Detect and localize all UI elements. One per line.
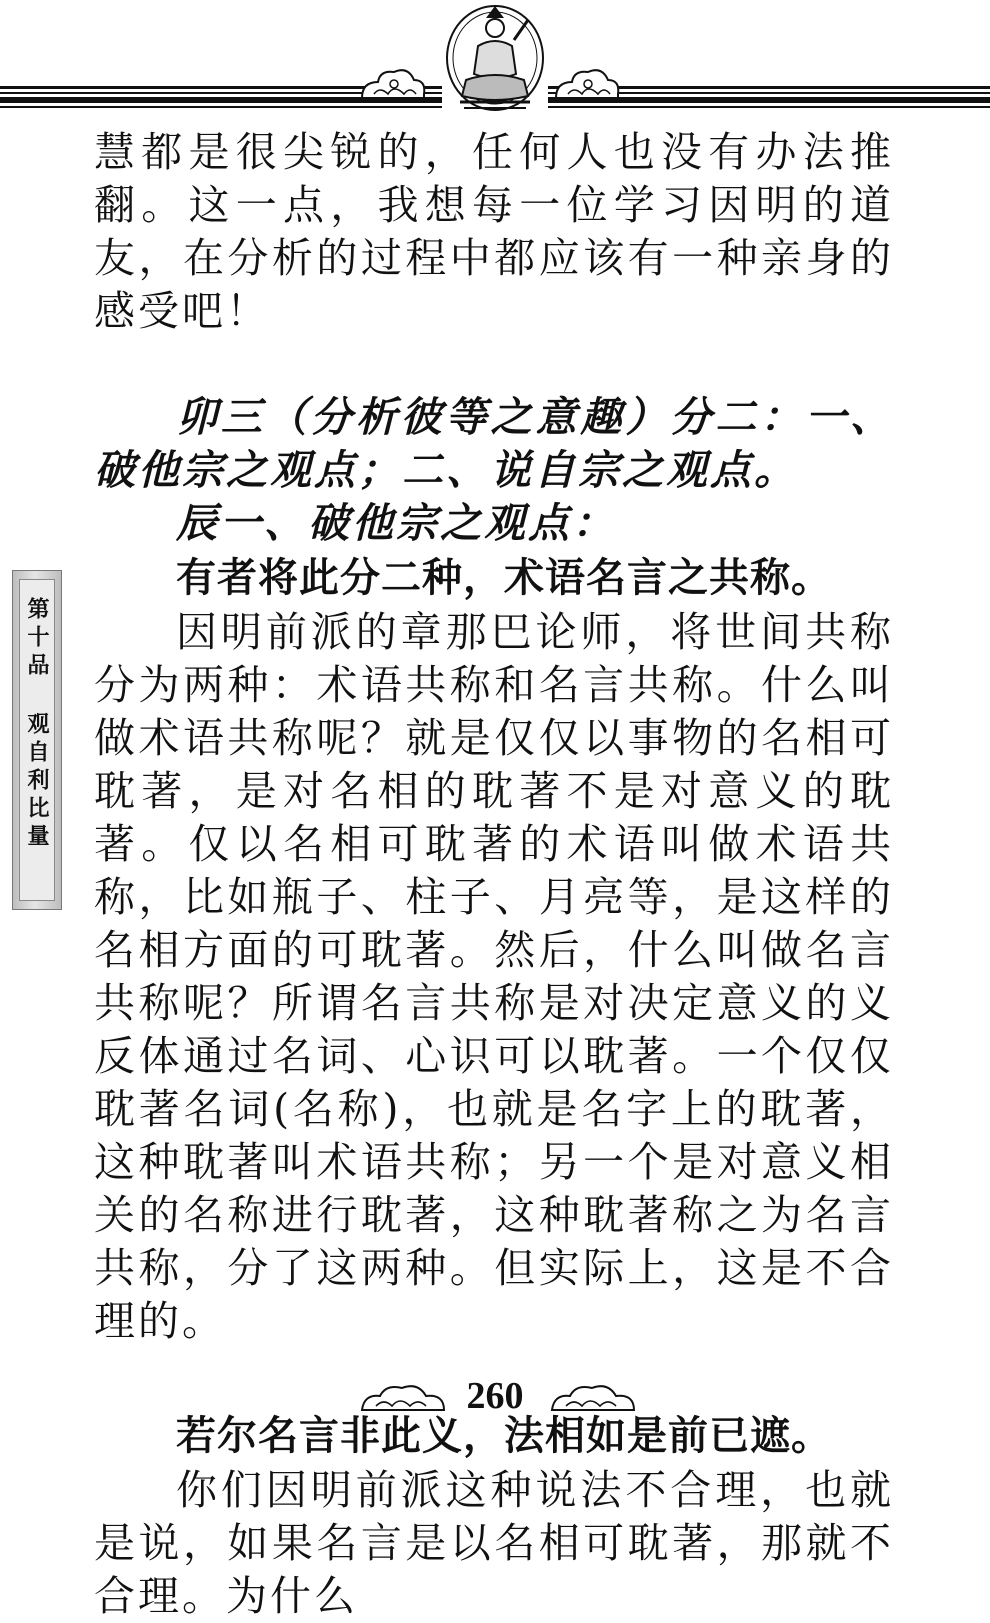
cloud-ornament-icon xyxy=(358,1380,448,1414)
cloud-ornament-icon xyxy=(552,64,622,104)
section-heading-1: 卯三（分析彼等之意趣）分二：一、破他宗之观点；二、说自宗之观点。 xyxy=(94,393,894,494)
paragraph-2: 因明前派的章那巴论师，将世间共称分为两种：术语共称和名言共称。什么叫做术语共称呢？就是仅仅以事物的名相可耽著，是对名相的耽著不是对意义的耽著。仅以名相可耽著的术语叫做术语共称，比如瓶子、柱子、月亮等，是这样的名相方面的可耽著。然后，什么叫做名言共称呢？所谓名言共称是对决定意义的义反体通过名词、心识可以耽著。一个仅仅耽著名词(名称)，也就是名字上的耽著，这种耽著叫术语共称；另一个是对意义相关的名称进行耽著，这种耽著称之为名言共称，分了这两种。但实际上，这是不合理的。 xyxy=(94,608,894,1345)
chapter-side-tab xyxy=(12,570,62,910)
page-footer xyxy=(0,1375,990,1426)
section-heading-2: 辰一、破他宗之观点： xyxy=(176,499,616,547)
paragraph-1: 慧都是很尖锐的，任何人也没有办法推翻。这一点，我想每一位学习因明的道友，在分析的过程中都应该有一种亲身的感受吧！ xyxy=(94,128,894,335)
cloud-ornament-icon xyxy=(358,64,428,104)
paragraph-3: 你们因明前派这种说法不合理，也就是说，如果名言是以名相可耽著，那就不合理。为什么 xyxy=(94,1466,894,1620)
verse-1: 有者将此分二种，术语名言之共称。 xyxy=(176,555,832,601)
chapter-side-tab-label: 第十品 观自利比量 xyxy=(24,597,49,852)
verse-2: 若尔名言非此义，法相如是前已遮。 xyxy=(176,1413,832,1459)
page-number: 260 xyxy=(466,1375,524,1417)
seated-deity-icon xyxy=(440,0,550,112)
cloud-ornament-icon xyxy=(548,1380,638,1414)
